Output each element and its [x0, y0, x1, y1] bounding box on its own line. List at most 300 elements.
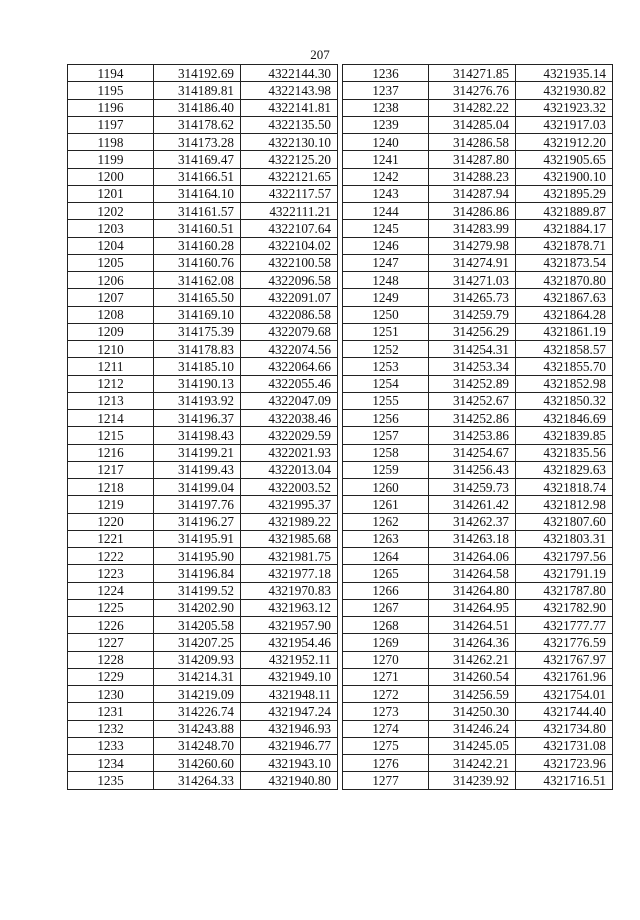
coordinate-table-right-body — [343, 65, 613, 790]
table-row — [343, 358, 613, 375]
point-number-cell: 1194 — [68, 65, 154, 82]
x-coordinate-cell: 314264.33 — [154, 772, 241, 789]
y-coordinate-cell: 4322117.57 — [241, 185, 338, 202]
y-coordinate-cell: 4322038.46 — [241, 410, 338, 427]
y-coordinate-cell: 4321803.31 — [516, 530, 613, 547]
y-coordinate-cell: 4321850.32 — [516, 392, 613, 409]
x-coordinate-cell: 314264.58 — [429, 565, 516, 582]
table-row — [343, 151, 613, 168]
point-number-cell: 1258 — [343, 444, 429, 461]
x-coordinate-cell: 314178.62 — [154, 116, 241, 133]
table-row — [343, 513, 613, 530]
point-number-cell: 1202 — [68, 203, 154, 220]
y-coordinate-cell: 4322021.93 — [241, 444, 338, 461]
x-coordinate-cell: 314195.90 — [154, 548, 241, 565]
table-row — [68, 496, 338, 513]
y-coordinate-cell: 4321989.22 — [241, 513, 338, 530]
table-row — [343, 634, 613, 651]
table-row — [343, 289, 613, 306]
point-number-cell: 1207 — [68, 289, 154, 306]
y-coordinate-cell: 4322144.30 — [241, 65, 338, 82]
y-coordinate-cell: 4322107.64 — [241, 220, 338, 237]
table-row — [343, 168, 613, 185]
table-row — [343, 82, 613, 99]
point-number-cell: 1225 — [68, 599, 154, 616]
point-number-cell: 1239 — [343, 116, 429, 133]
table-row — [343, 651, 613, 668]
x-coordinate-cell: 314252.86 — [429, 410, 516, 427]
y-coordinate-cell: 4321716.51 — [516, 772, 613, 789]
point-number-cell: 1272 — [343, 686, 429, 703]
point-number-cell: 1220 — [68, 513, 154, 530]
point-number-cell: 1257 — [343, 427, 429, 444]
x-coordinate-cell: 314260.60 — [154, 755, 241, 772]
y-coordinate-cell: 4322013.04 — [241, 461, 338, 478]
table-row — [68, 99, 338, 116]
y-coordinate-cell: 4321776.59 — [516, 634, 613, 651]
point-number-cell: 1211 — [68, 358, 154, 375]
x-coordinate-cell: 314190.13 — [154, 375, 241, 392]
x-coordinate-cell: 314197.76 — [154, 496, 241, 513]
table-row — [68, 461, 338, 478]
x-coordinate-cell: 314287.94 — [429, 185, 516, 202]
y-coordinate-cell: 4321952.11 — [241, 651, 338, 668]
x-coordinate-cell: 314262.37 — [429, 513, 516, 530]
y-coordinate-cell: 4322111.21 — [241, 203, 338, 220]
coordinate-table-left — [67, 64, 338, 790]
x-coordinate-cell: 314169.10 — [154, 306, 241, 323]
x-coordinate-cell: 314264.95 — [429, 599, 516, 616]
point-number-cell: 1262 — [343, 513, 429, 530]
table-row — [343, 582, 613, 599]
y-coordinate-cell: 4321852.98 — [516, 375, 613, 392]
table-row — [343, 116, 613, 133]
point-number-cell: 1201 — [68, 185, 154, 202]
x-coordinate-cell: 314186.40 — [154, 99, 241, 116]
table-row — [343, 272, 613, 289]
point-number-cell: 1259 — [343, 461, 429, 478]
y-coordinate-cell: 4321861.19 — [516, 323, 613, 340]
point-number-cell: 1212 — [68, 375, 154, 392]
x-coordinate-cell: 314239.92 — [429, 772, 516, 789]
table-row — [68, 634, 338, 651]
x-coordinate-cell: 314160.51 — [154, 220, 241, 237]
x-coordinate-cell: 314264.36 — [429, 634, 516, 651]
point-number-cell: 1252 — [343, 341, 429, 358]
point-number-cell: 1219 — [68, 496, 154, 513]
y-coordinate-cell: 4321970.83 — [241, 582, 338, 599]
point-number-cell: 1229 — [68, 668, 154, 685]
y-coordinate-cell: 4321744.40 — [516, 703, 613, 720]
table-row — [68, 185, 338, 202]
x-coordinate-cell: 314279.98 — [429, 237, 516, 254]
table-row — [343, 203, 613, 220]
x-coordinate-cell: 314205.58 — [154, 617, 241, 634]
table-row — [343, 755, 613, 772]
table-row — [343, 737, 613, 754]
x-coordinate-cell: 314199.04 — [154, 479, 241, 496]
x-coordinate-cell: 314248.70 — [154, 737, 241, 754]
table-row — [343, 220, 613, 237]
table-row — [68, 272, 338, 289]
table-row — [343, 548, 613, 565]
table-row — [343, 65, 613, 82]
x-coordinate-cell: 314160.76 — [154, 254, 241, 271]
x-coordinate-cell: 314164.10 — [154, 185, 241, 202]
y-coordinate-cell: 4322096.58 — [241, 272, 338, 289]
y-coordinate-cell: 4321957.90 — [241, 617, 338, 634]
x-coordinate-cell: 314209.93 — [154, 651, 241, 668]
point-number-cell: 1248 — [343, 272, 429, 289]
point-number-cell: 1209 — [68, 323, 154, 340]
x-coordinate-cell: 314264.51 — [429, 617, 516, 634]
point-number-cell: 1270 — [343, 651, 429, 668]
table-row — [343, 599, 613, 616]
x-coordinate-cell: 314265.73 — [429, 289, 516, 306]
x-coordinate-cell: 314196.27 — [154, 513, 241, 530]
table-row — [343, 392, 613, 409]
y-coordinate-cell: 4322003.52 — [241, 479, 338, 496]
point-number-cell: 1267 — [343, 599, 429, 616]
table-row — [68, 289, 338, 306]
table-row — [68, 341, 338, 358]
y-coordinate-cell: 4321995.37 — [241, 496, 338, 513]
table-row — [343, 341, 613, 358]
point-number-cell: 1276 — [343, 755, 429, 772]
table-row — [343, 237, 613, 254]
x-coordinate-cell: 314175.39 — [154, 323, 241, 340]
y-coordinate-cell: 4321981.75 — [241, 548, 338, 565]
y-coordinate-cell: 4322135.50 — [241, 116, 338, 133]
point-number-cell: 1204 — [68, 237, 154, 254]
y-coordinate-cell: 4322079.68 — [241, 323, 338, 340]
point-number-cell: 1243 — [343, 185, 429, 202]
point-number-cell: 1254 — [343, 375, 429, 392]
table-row — [68, 479, 338, 496]
x-coordinate-cell: 314243.88 — [154, 720, 241, 737]
y-coordinate-cell: 4321812.98 — [516, 496, 613, 513]
y-coordinate-cell: 4322143.98 — [241, 82, 338, 99]
point-number-cell: 1231 — [68, 703, 154, 720]
table-row — [68, 772, 338, 789]
x-coordinate-cell: 314253.86 — [429, 427, 516, 444]
y-coordinate-cell: 4321946.77 — [241, 737, 338, 754]
point-number-cell: 1255 — [343, 392, 429, 409]
point-number-cell: 1208 — [68, 306, 154, 323]
x-coordinate-cell: 314283.99 — [429, 220, 516, 237]
table-row — [68, 530, 338, 547]
table-row — [343, 444, 613, 461]
y-coordinate-cell: 4321889.87 — [516, 203, 613, 220]
table-row — [68, 582, 338, 599]
table-row — [68, 323, 338, 340]
x-coordinate-cell: 314256.29 — [429, 323, 516, 340]
table-row — [68, 220, 338, 237]
y-coordinate-cell: 4321829.63 — [516, 461, 613, 478]
x-coordinate-cell: 314196.37 — [154, 410, 241, 427]
point-number-cell: 1196 — [68, 99, 154, 116]
table-row — [343, 565, 613, 582]
y-coordinate-cell: 4322029.59 — [241, 427, 338, 444]
point-number-cell: 1197 — [68, 116, 154, 133]
x-coordinate-cell: 314262.21 — [429, 651, 516, 668]
point-number-cell: 1200 — [68, 168, 154, 185]
y-coordinate-cell: 4321900.10 — [516, 168, 613, 185]
x-coordinate-cell: 314195.91 — [154, 530, 241, 547]
y-coordinate-cell: 4321787.80 — [516, 582, 613, 599]
table-row — [68, 358, 338, 375]
point-number-cell: 1205 — [68, 254, 154, 271]
point-number-cell: 1260 — [343, 479, 429, 496]
x-coordinate-cell: 314286.58 — [429, 134, 516, 151]
table-row — [343, 496, 613, 513]
x-coordinate-cell: 314260.54 — [429, 668, 516, 685]
table-row — [343, 185, 613, 202]
table-row — [68, 65, 338, 82]
y-coordinate-cell: 4321797.56 — [516, 548, 613, 565]
x-coordinate-cell: 314256.43 — [429, 461, 516, 478]
x-coordinate-cell: 314245.05 — [429, 737, 516, 754]
y-coordinate-cell: 4321949.10 — [241, 668, 338, 685]
x-coordinate-cell: 314288.23 — [429, 168, 516, 185]
x-coordinate-cell: 314199.52 — [154, 582, 241, 599]
y-coordinate-cell: 4322091.07 — [241, 289, 338, 306]
x-coordinate-cell: 314207.25 — [154, 634, 241, 651]
point-number-cell: 1230 — [68, 686, 154, 703]
point-number-cell: 1214 — [68, 410, 154, 427]
y-coordinate-cell: 4321858.57 — [516, 341, 613, 358]
table-row — [343, 323, 613, 340]
point-number-cell: 1266 — [343, 582, 429, 599]
y-coordinate-cell: 4321963.12 — [241, 599, 338, 616]
table-row — [343, 617, 613, 634]
point-number-cell: 1242 — [343, 168, 429, 185]
table-row — [68, 427, 338, 444]
x-coordinate-cell: 314286.86 — [429, 203, 516, 220]
y-coordinate-cell: 4322121.65 — [241, 168, 338, 185]
x-coordinate-cell: 314264.06 — [429, 548, 516, 565]
y-coordinate-cell: 4321946.93 — [241, 720, 338, 737]
table-row — [68, 237, 338, 254]
point-number-cell: 1241 — [343, 151, 429, 168]
point-number-cell: 1210 — [68, 341, 154, 358]
x-coordinate-cell: 314246.24 — [429, 720, 516, 737]
y-coordinate-cell: 4321917.03 — [516, 116, 613, 133]
point-number-cell: 1238 — [343, 99, 429, 116]
y-coordinate-cell: 4322130.10 — [241, 134, 338, 151]
table-row — [343, 134, 613, 151]
table-row — [343, 461, 613, 478]
x-coordinate-cell: 314253.34 — [429, 358, 516, 375]
y-coordinate-cell: 4321867.63 — [516, 289, 613, 306]
point-number-cell: 1224 — [68, 582, 154, 599]
table-row — [343, 410, 613, 427]
table-row — [343, 530, 613, 547]
x-coordinate-cell: 314219.09 — [154, 686, 241, 703]
x-coordinate-cell: 314282.22 — [429, 99, 516, 116]
y-coordinate-cell: 4322125.20 — [241, 151, 338, 168]
point-number-cell: 1234 — [68, 755, 154, 772]
point-number-cell: 1206 — [68, 272, 154, 289]
point-number-cell: 1227 — [68, 634, 154, 651]
point-number-cell: 1216 — [68, 444, 154, 461]
table-row — [68, 651, 338, 668]
point-number-cell: 1223 — [68, 565, 154, 582]
y-coordinate-cell: 4321846.69 — [516, 410, 613, 427]
y-coordinate-cell: 4322064.66 — [241, 358, 338, 375]
y-coordinate-cell: 4321791.19 — [516, 565, 613, 582]
point-number-cell: 1237 — [343, 82, 429, 99]
y-coordinate-cell: 4321754.01 — [516, 686, 613, 703]
y-coordinate-cell: 4321923.32 — [516, 99, 613, 116]
y-coordinate-cell: 4321947.24 — [241, 703, 338, 720]
x-coordinate-cell: 314196.84 — [154, 565, 241, 582]
table-row — [68, 134, 338, 151]
table-row — [343, 668, 613, 685]
x-coordinate-cell: 314256.59 — [429, 686, 516, 703]
x-coordinate-cell: 314261.42 — [429, 496, 516, 513]
y-coordinate-cell: 4321954.46 — [241, 634, 338, 651]
table-row — [343, 686, 613, 703]
x-coordinate-cell: 314198.43 — [154, 427, 241, 444]
x-coordinate-cell: 314165.50 — [154, 289, 241, 306]
x-coordinate-cell: 314226.74 — [154, 703, 241, 720]
x-coordinate-cell: 314271.85 — [429, 65, 516, 82]
x-coordinate-cell: 314162.08 — [154, 272, 241, 289]
y-coordinate-cell: 4321723.96 — [516, 755, 613, 772]
table-row — [68, 306, 338, 323]
x-coordinate-cell: 314254.31 — [429, 341, 516, 358]
x-coordinate-cell: 314178.83 — [154, 341, 241, 358]
point-number-cell: 1251 — [343, 323, 429, 340]
point-number-cell: 1213 — [68, 392, 154, 409]
table-row — [68, 599, 338, 616]
table-row — [68, 375, 338, 392]
y-coordinate-cell: 4321948.11 — [241, 686, 338, 703]
x-coordinate-cell: 314166.51 — [154, 168, 241, 185]
y-coordinate-cell: 4322104.02 — [241, 237, 338, 254]
x-coordinate-cell: 314271.03 — [429, 272, 516, 289]
x-coordinate-cell: 314193.92 — [154, 392, 241, 409]
point-number-cell: 1215 — [68, 427, 154, 444]
x-coordinate-cell: 314285.04 — [429, 116, 516, 133]
point-number-cell: 1236 — [343, 65, 429, 82]
y-coordinate-cell: 4322100.58 — [241, 254, 338, 271]
point-number-cell: 1233 — [68, 737, 154, 754]
y-coordinate-cell: 4321734.80 — [516, 720, 613, 737]
point-number-cell: 1218 — [68, 479, 154, 496]
y-coordinate-cell: 4321731.08 — [516, 737, 613, 754]
table-row — [68, 720, 338, 737]
point-number-cell: 1226 — [68, 617, 154, 634]
point-number-cell: 1263 — [343, 530, 429, 547]
table-row — [68, 737, 338, 754]
point-number-cell: 1269 — [343, 634, 429, 651]
point-number-cell: 1245 — [343, 220, 429, 237]
point-number-cell: 1244 — [343, 203, 429, 220]
coordinate-table-right — [342, 64, 613, 790]
x-coordinate-cell: 314161.57 — [154, 203, 241, 220]
x-coordinate-cell: 314254.67 — [429, 444, 516, 461]
point-number-cell: 1275 — [343, 737, 429, 754]
x-coordinate-cell: 314214.31 — [154, 668, 241, 685]
table-row — [68, 203, 338, 220]
y-coordinate-cell: 4321777.77 — [516, 617, 613, 634]
point-number-cell: 1249 — [343, 289, 429, 306]
table-row — [343, 703, 613, 720]
table-row — [68, 168, 338, 185]
x-coordinate-cell: 314189.81 — [154, 82, 241, 99]
x-coordinate-cell: 314250.30 — [429, 703, 516, 720]
x-coordinate-cell: 314276.76 — [429, 82, 516, 99]
point-number-cell: 1247 — [343, 254, 429, 271]
y-coordinate-cell: 4321878.71 — [516, 237, 613, 254]
table-row — [68, 116, 338, 133]
y-coordinate-cell: 4322141.81 — [241, 99, 338, 116]
coordinate-table-left-body — [68, 65, 338, 790]
point-number-cell: 1195 — [68, 82, 154, 99]
table-row — [68, 151, 338, 168]
point-number-cell: 1217 — [68, 461, 154, 478]
point-number-cell: 1274 — [343, 720, 429, 737]
table-row — [343, 772, 613, 789]
x-coordinate-cell: 314274.91 — [429, 254, 516, 271]
y-coordinate-cell: 4321985.68 — [241, 530, 338, 547]
y-coordinate-cell: 4321807.60 — [516, 513, 613, 530]
point-number-cell: 1235 — [68, 772, 154, 789]
x-coordinate-cell: 314264.80 — [429, 582, 516, 599]
y-coordinate-cell: 4321782.90 — [516, 599, 613, 616]
y-coordinate-cell: 4321818.74 — [516, 479, 613, 496]
table-row — [68, 617, 338, 634]
x-coordinate-cell: 314259.73 — [429, 479, 516, 496]
x-coordinate-cell: 314252.67 — [429, 392, 516, 409]
point-number-cell: 1246 — [343, 237, 429, 254]
y-coordinate-cell: 4321855.70 — [516, 358, 613, 375]
table-row — [343, 479, 613, 496]
table-row — [68, 444, 338, 461]
table-row — [68, 410, 338, 427]
point-number-cell: 1253 — [343, 358, 429, 375]
table-row — [68, 548, 338, 565]
point-number-cell: 1250 — [343, 306, 429, 323]
y-coordinate-cell: 4321935.14 — [516, 65, 613, 82]
table-row — [68, 755, 338, 772]
y-coordinate-cell: 4322055.46 — [241, 375, 338, 392]
point-number-cell: 1256 — [343, 410, 429, 427]
table-row — [68, 254, 338, 271]
x-coordinate-cell: 314287.80 — [429, 151, 516, 168]
y-coordinate-cell: 4321905.65 — [516, 151, 613, 168]
x-coordinate-cell: 314199.21 — [154, 444, 241, 461]
y-coordinate-cell: 4321870.80 — [516, 272, 613, 289]
point-number-cell: 1221 — [68, 530, 154, 547]
y-coordinate-cell: 4321912.20 — [516, 134, 613, 151]
x-coordinate-cell: 314199.43 — [154, 461, 241, 478]
point-number-cell: 1265 — [343, 565, 429, 582]
y-coordinate-cell: 4321864.28 — [516, 306, 613, 323]
x-coordinate-cell: 314160.28 — [154, 237, 241, 254]
y-coordinate-cell: 4321884.17 — [516, 220, 613, 237]
table-row — [343, 99, 613, 116]
x-coordinate-cell: 314263.18 — [429, 530, 516, 547]
table-row — [343, 306, 613, 323]
y-coordinate-cell: 4321895.29 — [516, 185, 613, 202]
y-coordinate-cell: 4321930.82 — [516, 82, 613, 99]
y-coordinate-cell: 4321761.96 — [516, 668, 613, 685]
x-coordinate-cell: 314259.79 — [429, 306, 516, 323]
y-coordinate-cell: 4321977.18 — [241, 565, 338, 582]
